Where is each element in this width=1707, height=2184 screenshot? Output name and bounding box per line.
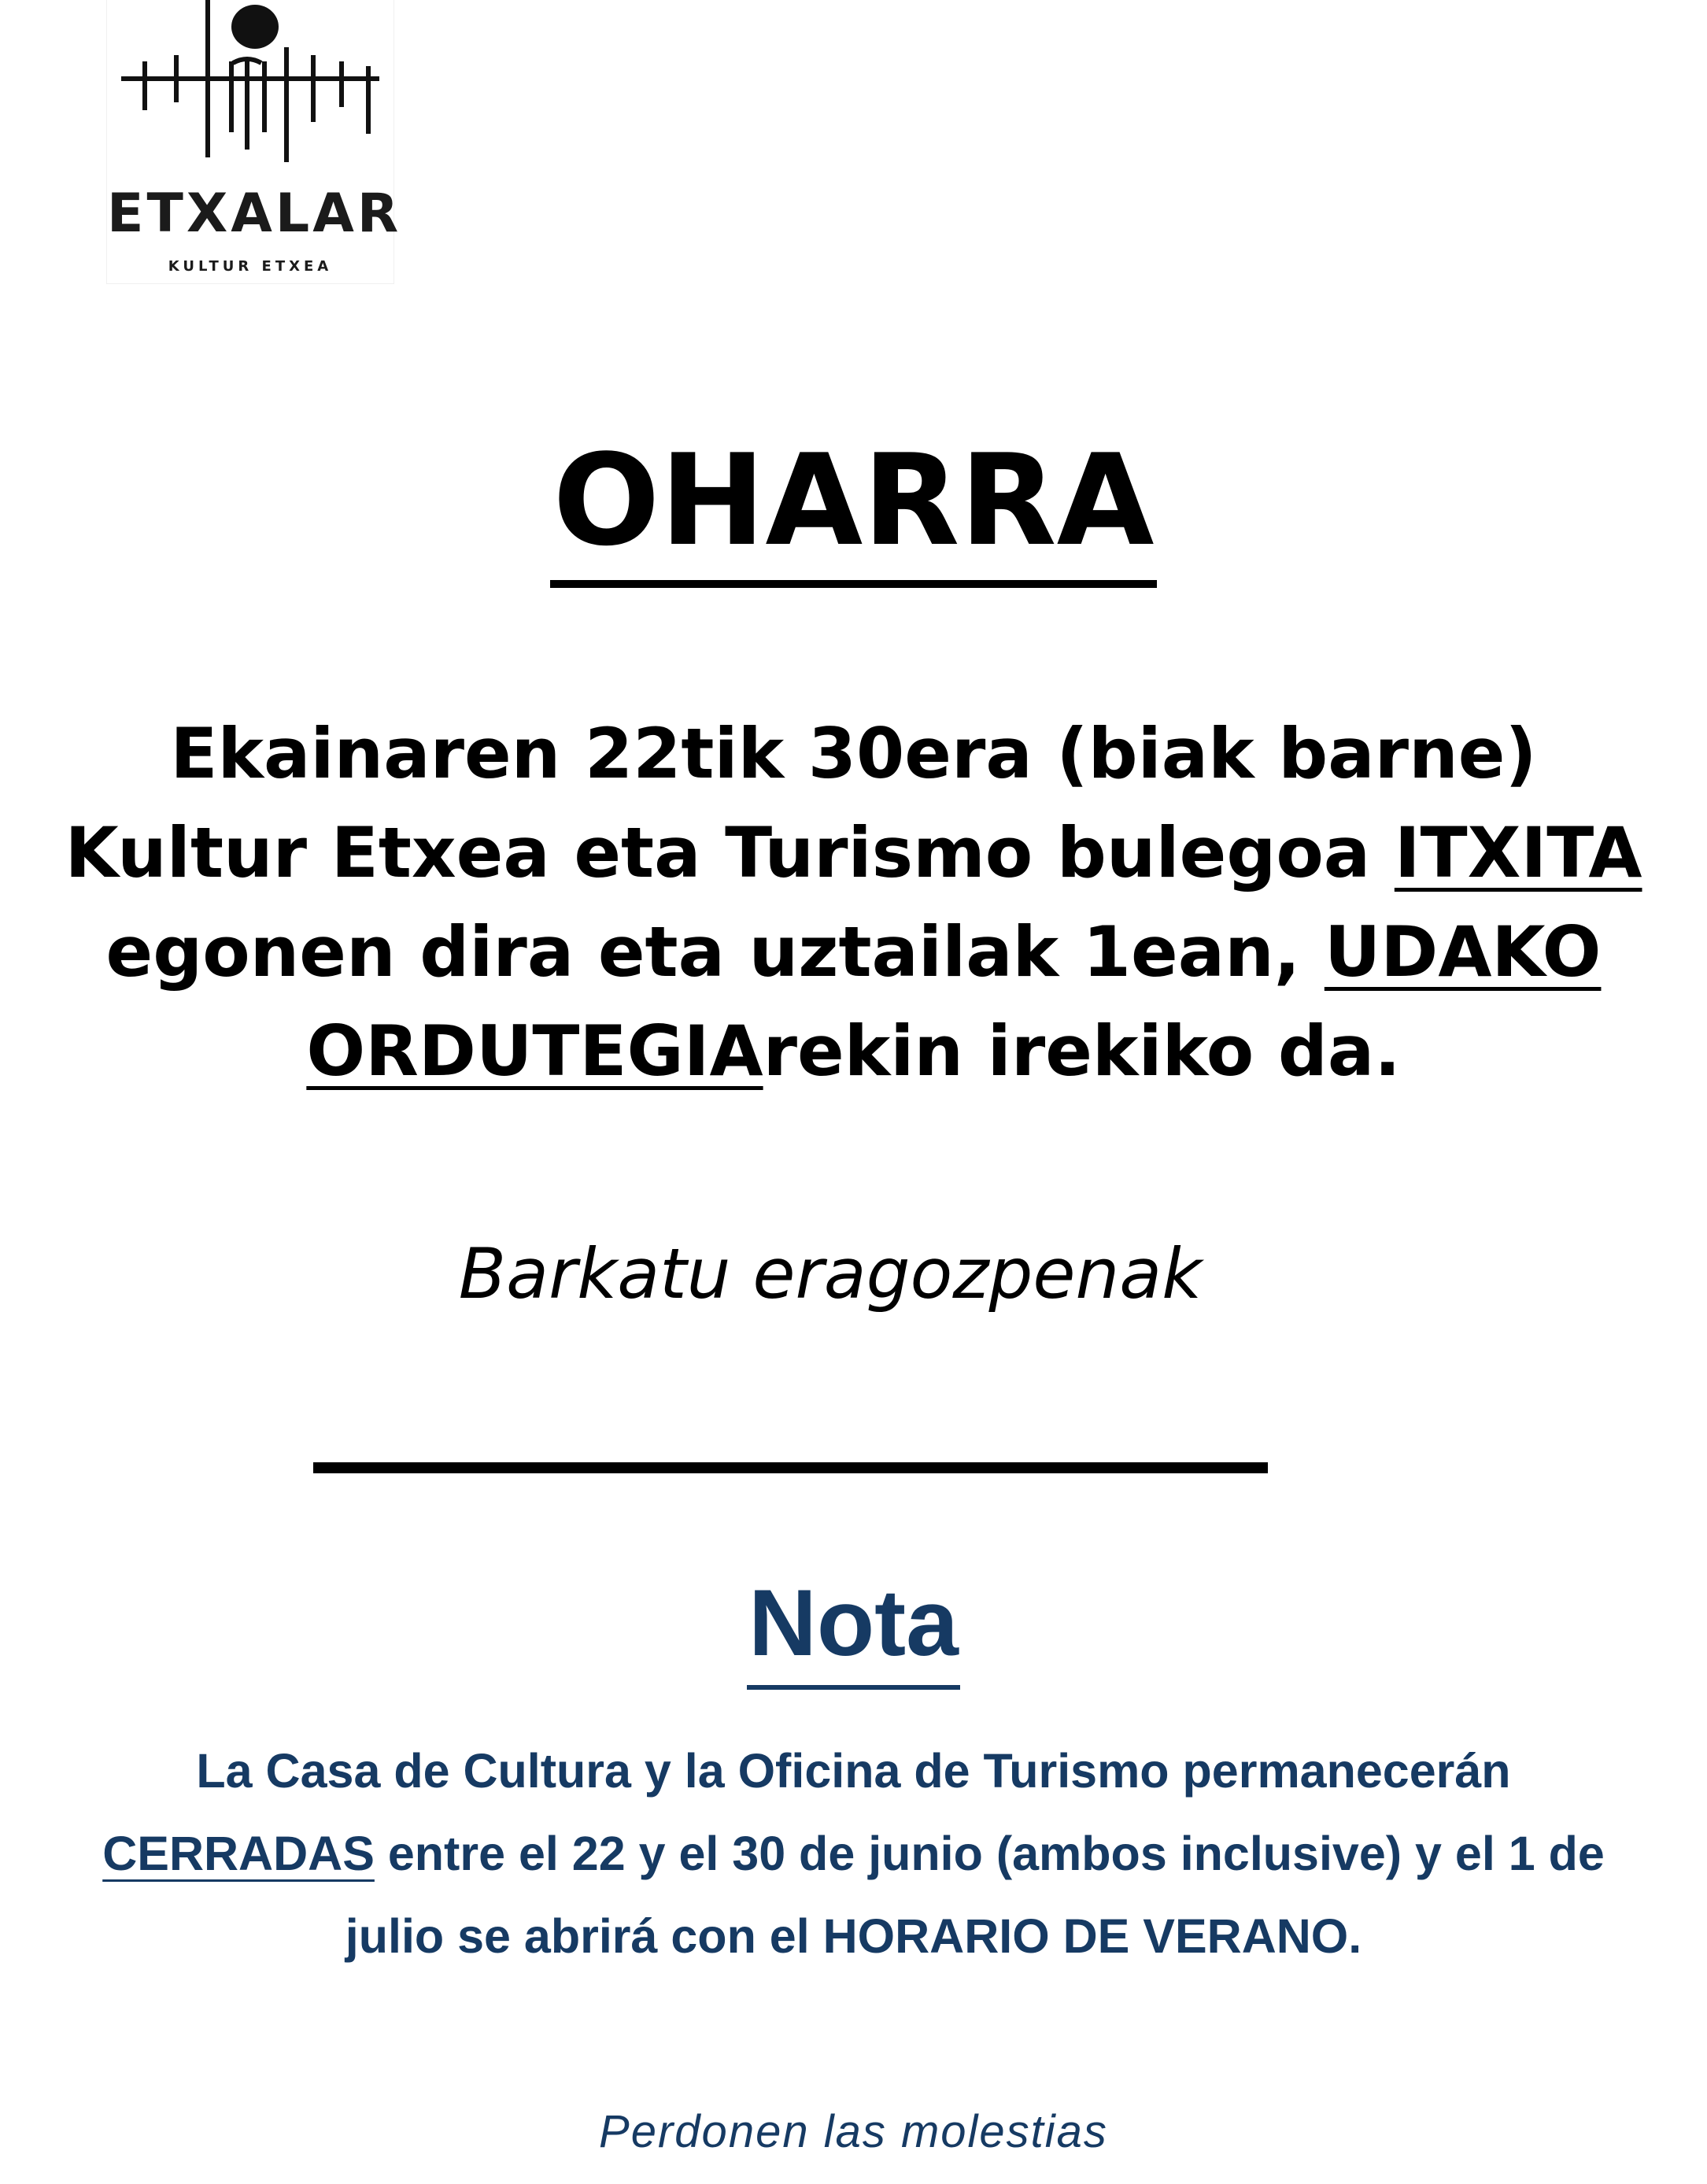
basque-notice bbox=[31, 704, 1676, 1101]
spanish-apology: Perdonen las molestias bbox=[599, 2106, 1108, 2157]
logo-subtitle: KULTUR ETXEA bbox=[168, 258, 333, 275]
basque-line-2 bbox=[31, 804, 1676, 903]
basque-line-2-text: Kultur Etxea eta Turismo bulegoa bbox=[65, 812, 1395, 893]
etxalar-logo bbox=[107, 0, 402, 283]
spanish-line-3: julio se abrirá con el HORARIO DE VERANO. bbox=[345, 1909, 1362, 1963]
spanish-line-2-text: entre el 22 y el 30 de junio (ambos inclusive) y el 1 de bbox=[374, 1827, 1605, 1880]
logo-name: ETXALAR bbox=[107, 183, 402, 245]
basque-schedule-emphasis: ORDUTEGIA bbox=[306, 1011, 763, 1092]
section-divider bbox=[313, 1462, 1268, 1473]
basque-line-4 bbox=[31, 1002, 1676, 1101]
spanish-closed-emphasis: CERRADAS bbox=[102, 1827, 375, 1880]
basque-line-1: Ekainaren 22tik 30era (biak barne) bbox=[170, 713, 1537, 794]
basque-title bbox=[0, 427, 1707, 574]
spanish-notice bbox=[31, 1730, 1676, 1978]
basque-line-4-text: rekin irekiko da. bbox=[763, 1011, 1401, 1092]
basque-line-3-text: egonen dira eta uztailak 1ean, bbox=[105, 911, 1325, 992]
spanish-line-1: La Casa de Cultura y la Oficina de Turismo permanecerán bbox=[196, 1744, 1511, 1798]
basque-title-text: OHARRA bbox=[550, 427, 1158, 588]
basque-summer-emphasis: UDAKO bbox=[1324, 911, 1602, 992]
basque-line-3 bbox=[31, 903, 1676, 1002]
spanish-line-2 bbox=[31, 1813, 1676, 1895]
basque-closed-emphasis: ITXITA bbox=[1394, 812, 1642, 893]
basque-apology: Barkatu eragozpenak bbox=[458, 1233, 1203, 1314]
spanish-title-text: Nota bbox=[747, 1570, 960, 1690]
spanish-title bbox=[0, 1570, 1707, 1676]
logo-emblem-icon bbox=[107, 0, 393, 181]
